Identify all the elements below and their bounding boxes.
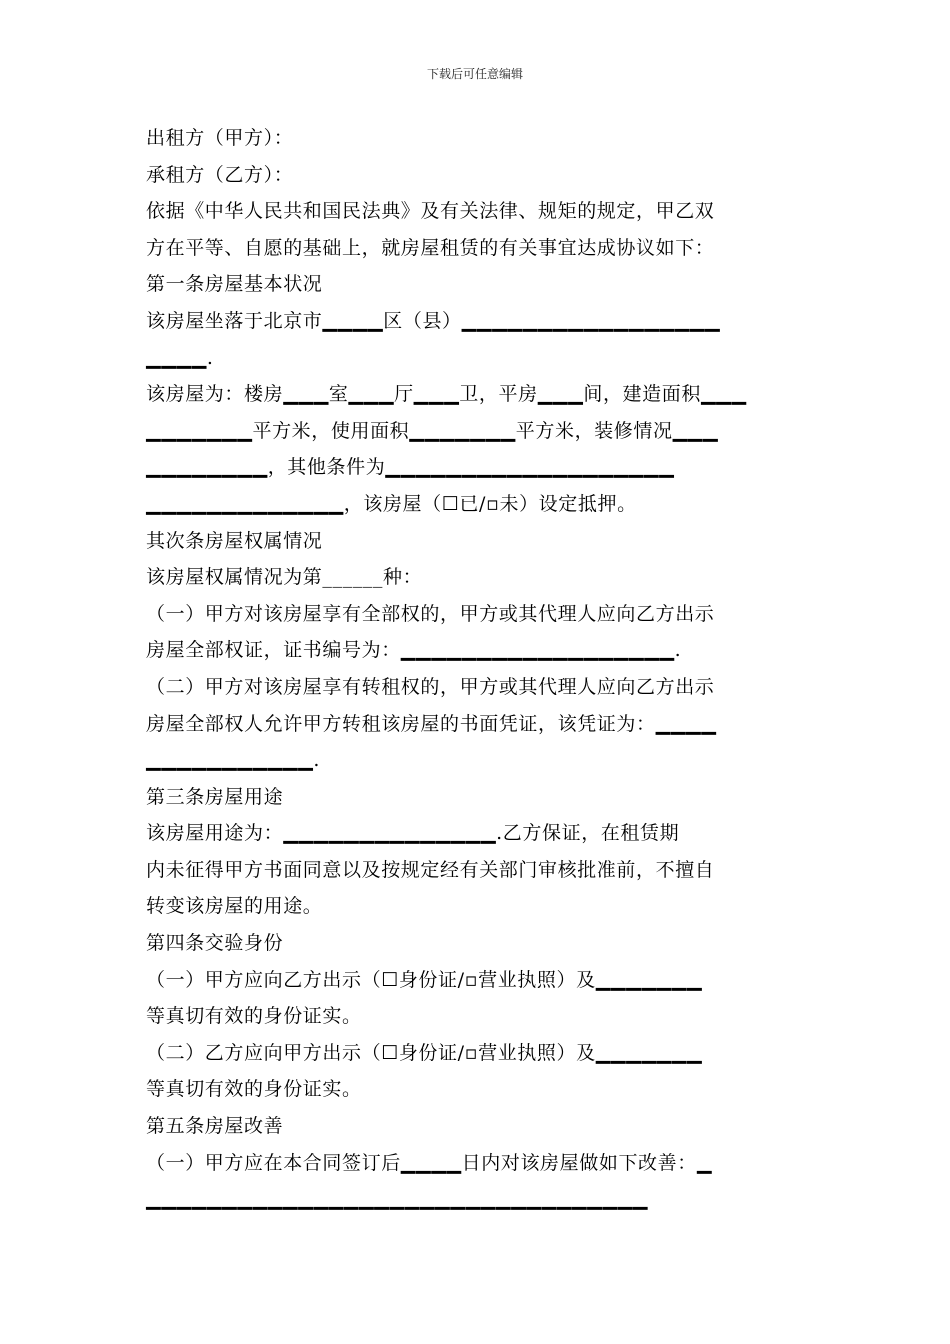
document-line: ▁▁▁▁▁▁▁▁▁▁▁▁▁▁▁▁▁▁▁▁▁▁▁▁▁▁▁▁▁▁▁▁▁: [146, 1188, 648, 1211]
document-line: 房屋全部权人允许甲方转租该房屋的书面凭证，该凭证为：▁▁▁▁: [146, 712, 717, 735]
document-line: （一）甲方应在本合同签订后▁▁▁▁日内对该房屋做如下改善：▁: [146, 1151, 713, 1174]
document-line: 等真切有效的身份证实。: [146, 1005, 362, 1028]
document-line: 该房屋用途为：▁▁▁▁▁▁▁▁▁▁▁▁▁▁.乙方保证，在租赁期: [146, 822, 680, 845]
document-line: 依据《中华人民共和国民法典》及有关法律、规矩的规定，甲乙双: [146, 200, 715, 223]
document-line: （一）甲方应向乙方出示（☐身份证/▫营业执照）及▁▁▁▁▁▁▁: [146, 968, 703, 991]
document-line: ▁▁▁▁▁▁▁▁▁▁▁▁▁，该房屋（☐已/▫未）设定抵押。: [146, 492, 637, 515]
document-line: 第三条房屋用途: [146, 785, 284, 808]
document-line: （二）乙方应向甲方出示（☐身份证/▫营业执照）及▁▁▁▁▁▁▁: [146, 1041, 703, 1064]
document-line: 第五条房屋改善: [146, 1115, 284, 1138]
document-line: （二）甲方对该房屋享有转租权的，甲方或其代理人应向乙方出示: [146, 675, 715, 698]
document-line: 等真切有效的身份证实。: [146, 1078, 362, 1101]
document-line: （一）甲方对该房屋享有全部权的，甲方或其代理人应向乙方出示: [146, 602, 715, 625]
document-line: 第四条交验身份: [146, 932, 284, 955]
document-line: 该房屋坐落于北京市▁▁▁▁区（县）▁▁▁▁▁▁▁▁▁▁▁▁▁▁▁▁▁: [146, 309, 721, 332]
page-header-note: 下载后可任意编辑: [426, 67, 523, 81]
contract-body: [146, 120, 806, 1218]
document-line: 出租方（甲方）：: [146, 127, 294, 149]
document-line: 房屋全部权证，证书编号为：▁▁▁▁▁▁▁▁▁▁▁▁▁▁▁▁▁▁.: [146, 639, 682, 662]
document-line: 第一条房屋基本状况: [146, 273, 323, 296]
document-line: 转变该房屋的用途。: [146, 895, 323, 918]
document-line: 内未征得甲方书面同意以及按规定经有关部门审核批准前，不擅自: [146, 858, 715, 881]
document-line: ▁▁▁▁.: [146, 346, 214, 369]
document-line: 其次条房屋权属情况: [146, 529, 323, 552]
document-line: ▁▁▁▁▁▁▁▁，其他条件为▁▁▁▁▁▁▁▁▁▁▁▁▁▁▁▁▁▁▁: [146, 456, 675, 479]
document-line: ▁▁▁▁▁▁▁平方米，使用面积▁▁▁▁▁▁▁平方米，装修情况▁▁▁: [146, 419, 719, 442]
document-line: 承租方（乙方）：: [146, 163, 294, 186]
document-line: 该房屋为：楼房▁▁▁室▁▁▁厅▁▁▁卫，平房▁▁▁间，建造面积▁▁▁: [146, 383, 747, 406]
document-line: 该房屋权属情况为第______种：: [146, 566, 423, 589]
document-line: 方在平等、自愿的基础上，就房屋租赁的有关事宜达成协议如下：: [146, 236, 715, 259]
document-line: ▁▁▁▁▁▁▁▁▁▁▁.: [146, 749, 320, 772]
